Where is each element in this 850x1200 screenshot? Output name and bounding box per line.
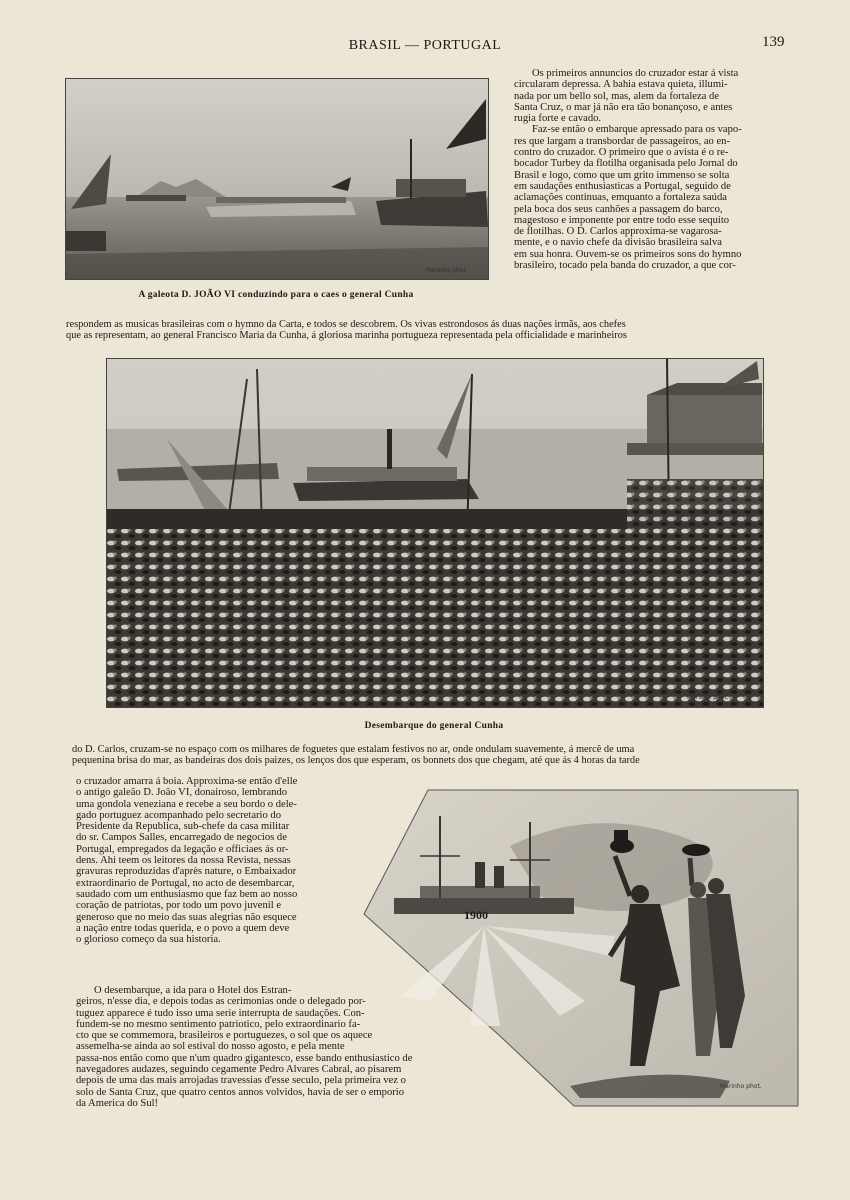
text-line: do D. Carlos, cruzam-se no espaço com os milhares de foguetes que estalam festivos no ar, onde ondulam suavemente, á mercê de uma [72,744,635,755]
text-line: Os primeiros annuncios do cruzador estar á vista [532,68,739,79]
text-line: extraordinario de Portugal, no acto de desembarcar, [76,877,295,889]
text-line: fundem-se no mesmo sentimento patriotico, pelo extraordinario fa- [76,1018,361,1030]
text-line: navegadores audazes, seguindo cegamente Pedro Alvares Cabral, ao pisarem [76,1064,402,1076]
text-line: o glorioso começo da sua historia. [76,934,221,946]
text-line: O desembarque, a ida para o Hotel dos Estran- [94,985,292,996]
text-line: geiros, n'esse dia, e depois todas as cerimonias onde o delegado por- [76,996,366,1008]
text-line: de flotilhas. O D. Carlos approxima-se vagarosa- [514,226,722,238]
running-head: BRASIL — PORTUGAL [348,38,502,53]
text-line: aclamações continuas, emquanto a fortaleza saúda [514,192,727,204]
photo-credit-galeota: Marinho phot. [426,267,468,274]
text-line: cto que se commemora, brasileiros e portuguezes, o sol que os aquece [76,1030,373,1042]
photo-credit-desembarque: Marinho phot. [687,694,729,701]
text-line: circularam depressa. A bahia estava quieta, illumi- [514,79,728,91]
text-line: generoso que no meio das suas alegrias não esquece [76,911,297,923]
text-line: pela boca dos seus canhões a passagem do barco, [514,203,723,215]
illustration-signature: Marinho phot. [720,1083,762,1090]
text-line: da America do Sul! [76,1097,159,1109]
page-number: 139 [762,34,785,50]
text-line: dens. Ahi teem os leitores da nossa Revista, nessas [76,855,291,867]
text-line: o cruzador amarra á boia. Approxima-se então d'elle [76,776,298,787]
text-line: Santa Cruz, o mar já não era tão bonançoso, e antes [514,101,733,113]
text-line: do sr. Campos Salles, encarregado de negocios de [76,832,287,844]
text-line: solo de Santa Cruz, que quatro centos annos volvidos, havia de ser o emporio [76,1086,405,1098]
text-line: o antigo galeão D. João VI, donairoso, lembrando [76,787,288,799]
text-line: mente, e o navio chefe da divisão brasileira salva [514,237,722,249]
text-line: uma gondola veneziana e recebe a seu bordo o dele- [76,798,297,810]
photo-desembarque [106,358,764,708]
text-line: respondem as musicas brasileiras com o hymno da Carta, e todos se descobrem. Os vivas estrondosos ás duas nações irmãs, aos chefes [66,319,626,330]
caption-galeota: A galeota D. JOÃO VI conduzindo para o caes o general Cunha [138,290,414,300]
text-line: rugia forte e cavado. [514,113,602,125]
text-line: gravuras reproduzidas d'après nature, o Embaixador [76,866,297,878]
text-line: Portugal, empregados da legação e officiaes ás or- [76,843,289,855]
illustration-arrival [360,786,800,1108]
text-line: Brasil e logo, como que um grito immenso se solta [514,169,730,181]
text-line: em sua honra. Ouvem-se os primeiros sons do hymno [514,248,742,260]
text-line: pequenina brisa do mar, as bandeiras dos dois paizes, os lenços dos que esperam, os bonnets dos que chegam, até que ás 4 horas da tarde [72,755,640,767]
text-line: brasileiro, tocado pela banda do cruzador, a que cor- [514,260,736,272]
column-right-top [514,68,792,271]
text-line: res que largam a transbordar de passageiros, ao en- [514,135,731,147]
illustration-year: 1900 [464,908,488,922]
text-line: contro do cruzador. O primeiro que o avista é o re- [514,147,729,159]
text-line: tuguez apparece é tudo isso uma serie interrupta de saudações. Con- [76,1007,365,1019]
text-line: saudado com um enthusiasmo que faz bem ao nosso [76,888,298,900]
text-line: que as representam, ao general Francisco Maria da Cunha, á gloriosa marinha portugueza representada pela officialidade e marinheiros [66,330,627,342]
text-line: magestoso e imponente por entre todo esse sequito [514,214,730,226]
text-line: passa-nos então como que n'um quadro gigantesco, esse bando enthusiastico de [76,1052,413,1064]
text-line: Faz-se então o embarque apressado para os vapo- [532,124,742,136]
wide-text-upper [66,319,796,342]
photo-galeota [65,78,489,280]
text-line: a nação entre todas querida, e o povo a quem deve [76,922,290,934]
text-line: assemelha-se ainda ao sol estival do nosso agosto, e pela mente [76,1041,345,1053]
text-line: em saudações enthusiasticas a Portugal, seguido de [514,180,731,192]
column-left-bottom [76,776,352,945]
wide-text-lower [72,744,802,767]
caption-desembarque: Desembarque do general Cunha [364,721,504,731]
text-line: coração de patriotas, por todo um povo juvenil e [76,900,282,912]
text-line: depois de uma das mais arrojadas travessias d'esse seculo, pela primeira vez o [76,1075,406,1087]
text-line: bocador Turbey da flotilha organisada pelo Jornal do [514,158,738,170]
text-line: nada por um bello sol, mas, alem da fortaleza de [514,90,720,102]
text-line: Presidente da Republica, sub-chefe da casa militar [76,821,290,833]
text-line: gado portuguez acompanhado pelo secretario do [76,809,282,821]
